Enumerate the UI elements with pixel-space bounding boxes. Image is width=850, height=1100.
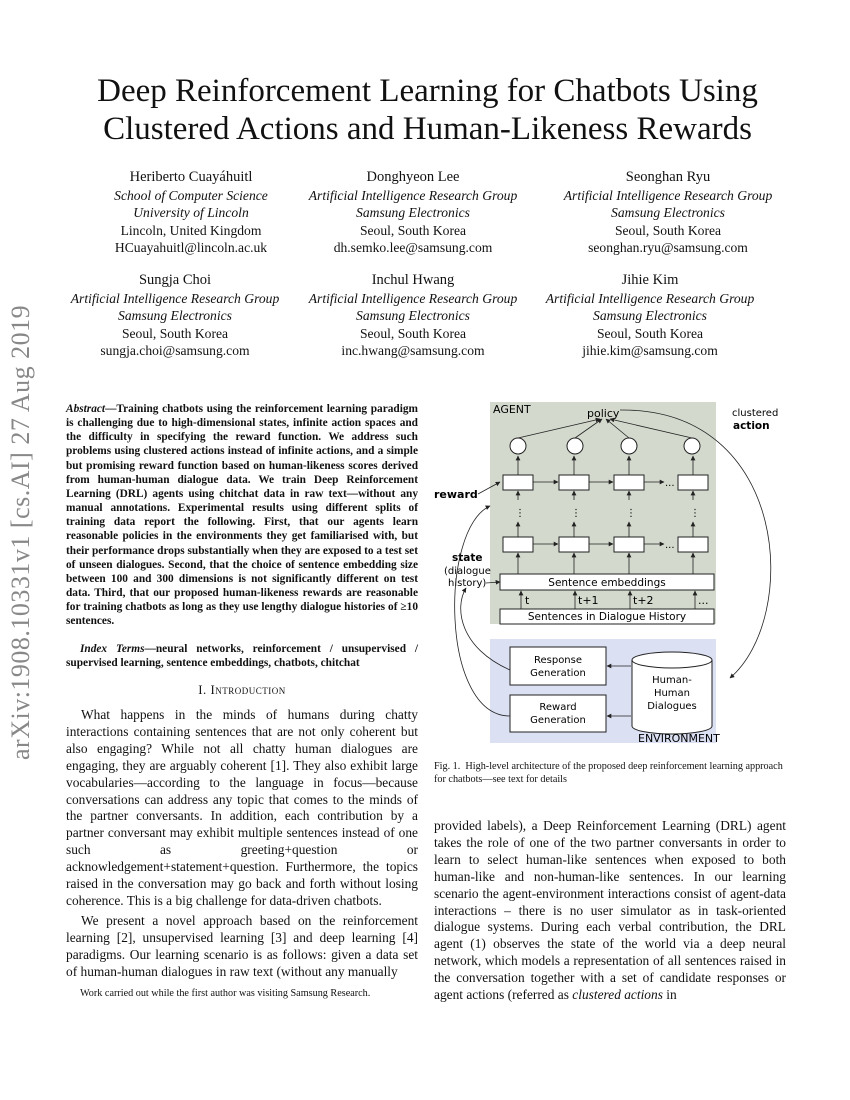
section-title: Introduction — [210, 683, 286, 697]
caption-label: Fig. 1. — [434, 761, 461, 772]
author-block — [288, 272, 538, 359]
caption-text: High-level architecture of the proposed deep reinforcement learning approach for chatbots—see text for details — [434, 761, 783, 785]
environment-label: ENVIRONMENT — [638, 732, 720, 745]
author-email: HCuayahuitl@lincoln.ac.uk — [114, 239, 268, 255]
svg-text:...: ... — [665, 540, 675, 551]
author-location: Lincoln, United Kingdom — [120, 222, 262, 238]
t-label: t+1 — [578, 594, 599, 607]
policy-label: policy — [587, 407, 620, 420]
section-heading — [66, 683, 418, 698]
svg-text:...: ... — [665, 478, 675, 489]
author-email: jihie.kim@samsung.com — [582, 342, 718, 358]
clustered-label: clustered — [732, 408, 779, 419]
intro-paragraph: What happens in the minds of humans during chatty interactions containing sentences that are not only coherent but also engaging? While not all chatty human dialogues are engaging, they are arguably coherent [1]. They also exhibit large vocabularies—according to the language in focus—because conversations can address any topic that comes to the minds of the partner conversants. In addition, each contribution by a partner conversant may exhibit multiple sentences instead of one such as greeting+question or acknowledgement+statement+question. Furthermore, the topics raised in the conversation may go back and forth without losing coherence. This is a big challenge for data-driven chatbots. — [66, 707, 418, 908]
action-label: action — [733, 420, 770, 432]
right-column-body — [434, 818, 786, 1004]
author-organization: Samsung Electronics — [593, 308, 707, 324]
intro-body — [66, 707, 418, 981]
embeddings-label: Sentence embeddings — [548, 577, 666, 589]
author-email: inc.hwang@samsung.com — [341, 342, 485, 358]
author-organization: Samsung Electronics — [356, 205, 470, 221]
right-column-text: provided labels), a Deep Reinforcement Learning (DRL) agent takes the role of one of the two partner conversants in order to learn to select human-like sentences when exposed to both human-like and non-human-like sentences. In our learning scenario the agent-environment interactions consist of agent-data interactions – there is no user simulator as in task-oriented dialogue systems. During each verbal contribution, the DRL agent (1) observes the state of the world via a deep neural network, which models a representation of all sentences raised in the conversation together with a set of candidate responses or agent actions (referred as — [434, 818, 786, 1003]
architecture-figure — [430, 398, 790, 750]
reward-generation-box — [510, 695, 606, 732]
state-sub-label: history) — [448, 578, 487, 589]
author-email: sungja.choi@samsung.com — [100, 342, 250, 358]
response-generation-box — [510, 647, 606, 685]
figure-caption — [434, 760, 789, 786]
response-generation-label: Response — [533, 655, 583, 666]
reward-label: reward — [434, 488, 478, 501]
author-affiliation: Artificial Intelligence Research Group — [308, 291, 518, 307]
author-affiliation: Artificial Intelligence Research Group — [563, 188, 773, 204]
svg-text:⋮: ⋮ — [571, 508, 581, 519]
author-affiliation: Artificial Intelligence Research Group — [70, 291, 280, 307]
abstract-label: Abstract — [66, 403, 106, 415]
state-sub-label: (dialogue — [444, 566, 491, 577]
author-name: Seonghan Ryu — [625, 169, 711, 185]
author-location: Seoul, South Korea — [596, 325, 704, 341]
dialogues-label: Human- — [652, 675, 692, 686]
author-email: dh.semko.lee@samsung.com — [333, 239, 493, 255]
dialogues-label: Human — [653, 688, 691, 699]
index-terms-text: —neural networks, reinforcement / unsupervised / supervised learning, sentence embeddings, chatbots, chitchat — [66, 643, 418, 670]
author-location: Seoul, South Korea — [359, 222, 467, 238]
index-terms-label: Index Terms — [80, 643, 145, 655]
abstract-text: —Training chatbots using the reinforcement learning paradigm is challenging due to high-dimensional states, infinite action spaces and the difficulty in specifying the reward function. We address such problems using clustered actions instead of infinite actions, and a simple but promising reward function based on human-likeness scores derived from human-human dialogue data. We train Deep Reinforcement Learning (DRL) agents using chitchat data in raw text—without any manual annotations. Experimental results using different splits of training data report the following. First, that our agents learn reasonable policies in the environments they get familiarised with, but their performance drops substantially when they are exposed to a test set of unseen dialogues. Second, that the choice of sentence embedding size between 100 and 300 dimensions is not significantly different on test data. Third, that our proposed human-likeness rewards are reasonable for training chatbots as long as they use lengthy dialogue histories of ≥10 sentences. — [66, 403, 418, 628]
state-label: state — [452, 552, 483, 564]
author-location: Seoul, South Korea — [359, 325, 467, 341]
author-organization: Samsung Electronics — [118, 308, 232, 324]
svg-text:⋮: ⋮ — [690, 508, 700, 519]
author-block — [66, 169, 316, 256]
agent-label: AGENT — [493, 403, 531, 416]
response-generation-label: Generation — [530, 668, 586, 679]
author-name: Inchul Hwang — [371, 272, 455, 288]
history-label: Sentences in Dialogue History — [527, 611, 687, 623]
t-label: ... — [698, 594, 709, 607]
author-block — [50, 272, 300, 359]
dialogues-label: Dialogues — [647, 701, 697, 712]
right-column-italic: clustered actions — [572, 987, 663, 1003]
arxiv-identifier: arXiv:1908.10331v1 [cs.AI] 27 Aug 2019 — [6, 304, 35, 760]
svg-text:⋮: ⋮ — [515, 508, 525, 519]
reward-generation-label: Reward — [539, 702, 577, 713]
author-block — [288, 169, 538, 256]
footnote: Work carried out while the first author was visiting Samsung Research. — [80, 988, 371, 999]
t-label: t — [525, 594, 530, 607]
t-label: t+2 — [633, 594, 654, 607]
author-location: Seoul, South Korea — [121, 325, 229, 341]
index-terms — [66, 642, 418, 670]
author-block — [525, 272, 775, 359]
svg-text:⋮: ⋮ — [626, 508, 636, 519]
author-affiliation: Artificial Intelligence Research Group — [308, 188, 518, 204]
section-number: I. — [198, 683, 207, 697]
author-name: Jihie Kim — [621, 272, 679, 288]
author-affiliation: Artificial Intelligence Research Group — [545, 291, 755, 307]
author-organization: Samsung Electronics — [356, 308, 470, 324]
author-block — [543, 169, 793, 256]
abstract — [66, 402, 418, 629]
reward-generation-label: Generation — [530, 715, 586, 726]
paper-title: Deep Reinforcement Learning for Chatbots Using Clustered Actions and Human-Likeness Rewards — [97, 73, 758, 147]
author-name: Heriberto Cuayáhuitl — [129, 169, 253, 185]
right-column-text-end: in — [662, 987, 677, 1003]
intro-paragraph: We present a novel approach based on the reinforcement learning [2], unsupervised learning [3] and deep learning [4] paradigms. Our learning scenario is as follows: given a data set of human-human dialogues in raw text (without any manually — [66, 912, 418, 979]
author-name: Donghyeon Lee — [366, 169, 460, 185]
author-name: Sungja Choi — [138, 272, 212, 288]
author-email: seonghan.ryu@samsung.com — [588, 239, 748, 255]
author-affiliation: School of Computer Science — [114, 188, 268, 204]
author-organization: University of Lincoln — [133, 205, 249, 221]
author-organization: Samsung Electronics — [611, 205, 725, 221]
author-location: Seoul, South Korea — [614, 222, 722, 238]
